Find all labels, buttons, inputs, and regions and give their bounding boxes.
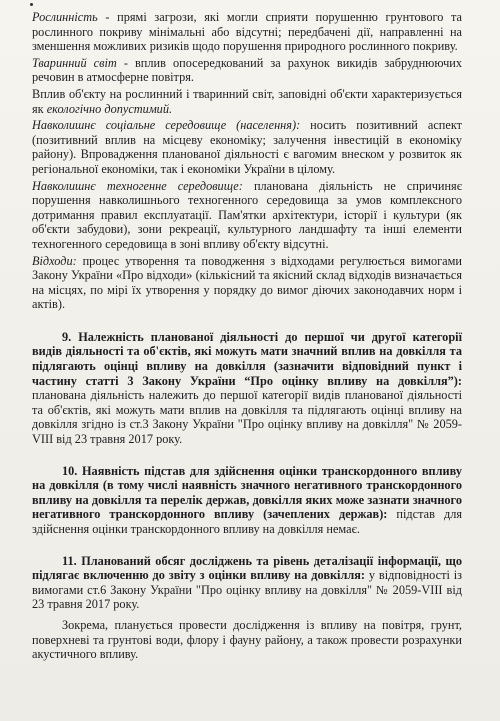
section-11 (32, 554, 462, 612)
social-label: Навколишнє соціальне середовище (населення): (32, 118, 301, 133)
section-9 (32, 330, 462, 447)
section-10-text: підстав для здійснення оцінки транскордонного впливу на довкілля немає. (32, 507, 462, 536)
section-11-heading: 11. Планований обсяг досліджень та рівень деталізації інформації, що підлягає включенню до звіту з оцінки впливу на довкілля: (32, 553, 462, 583)
section-11-extra: Зокрема, планується провести дослідження із впливу на повітря, грунт, поверхневі та грунтові води, флору і фауну району, а також провести розрахунки акустичного впливу. (32, 617, 462, 662)
scan-speck (30, 3, 33, 6)
reserve-text: Вплив об'єкту на рослинний і тваринний світ, заповідні об'єкти характеризується як (32, 86, 462, 116)
paragraph-fauna (32, 56, 462, 85)
section-11-text: у відповідності із вимогами ст.6 Закону України "Про оцінку впливу на довкілля" № 2059-VIII від 23 травня 2017 року. (32, 568, 462, 612)
paragraph-social (32, 118, 462, 176)
fauna-text: - вплив опосередкований за рахунок викидів забруднюючих речовин в атмосферне повітря. (32, 55, 463, 85)
flora-label: Рослинність (32, 10, 98, 24)
section-10 (32, 464, 462, 537)
social-text: носить позитивний аспект (позитивний вплив на місцеву економіку; залучення інвестицій в економіку району). Впровадження планованої діяльності є вагомим внеском у розвиток як регіональної економіки, так і економіки України в цілому. (32, 118, 463, 176)
document-body (32, 10, 462, 664)
section-10-heading: 10. Наявність підстав для здійснення оцінки транскордонного впливу на довкілля (в тому числі наявність значного негативного транскордонного впливу на довкілля та перелік держав, довкілля яких може зазнати значного негативного транскордонного впливу (зачеплених держав): (32, 463, 462, 522)
fauna-label: Тваринний світ (32, 55, 117, 70)
flora-text: - прямі загрози, які могли сприяти порушенню грунтового та рослинного покриву мінімальні або відсутні; передбачені дії, направленні на зменшення можливих ризиків щодо порушення природного рослинного покриву. (32, 10, 462, 54)
paragraph-techno (32, 179, 462, 252)
section-9-heading: 9. Належність планованої діяльності до першої чи другої категорії видів діяльності та об'єктів, які можуть мати значний вплив на довкілля та підлягають оцінці впливу на довкілля (зазначити відповідний пункт і частину статті 3 Закону України “Про оцінку впливу на довкілля”): (32, 329, 462, 388)
reserve-italic: екологічно допустимий. (46, 101, 173, 116)
paragraph-reserve (32, 87, 462, 116)
waste-text: процес утворення та поводження з відходами регулюється вимогами Закону України «Про відходи» (кількісний та якісний склад відходів визначається на місцях, по мірі їх утворення у порядку до вимог діючих законодавчих норм і актів). (32, 253, 462, 312)
waste-label: Відходи: (32, 253, 77, 268)
paragraph-flora (32, 10, 462, 54)
techno-label: Навколишнє техногенне середовище: (32, 178, 243, 193)
paragraph-waste (32, 254, 462, 312)
section-9-text: планована діяльність належить до першої категорії видів планованої діяльності та об'єктів, які можуть мати вплив на довкілля та підлягають оцінці впливу на довкілля згідно із ст.3 Закону України "Про оцінку впливу на довкілля" № 2059-VIII від 23 травня 2017 року. (32, 388, 462, 447)
techno-text: планована діяльність не спричиняє порушення навколишнього техногенного середовища за умов комплексного дотримання правил експлуатації. Пам'ятки архітектури, історії і культури (як об'єкти забудови), зони рекреації, культурного ландшафту та інші елементи техногенного середовища в зоні впливу об'єкту відсутні. (32, 178, 462, 251)
